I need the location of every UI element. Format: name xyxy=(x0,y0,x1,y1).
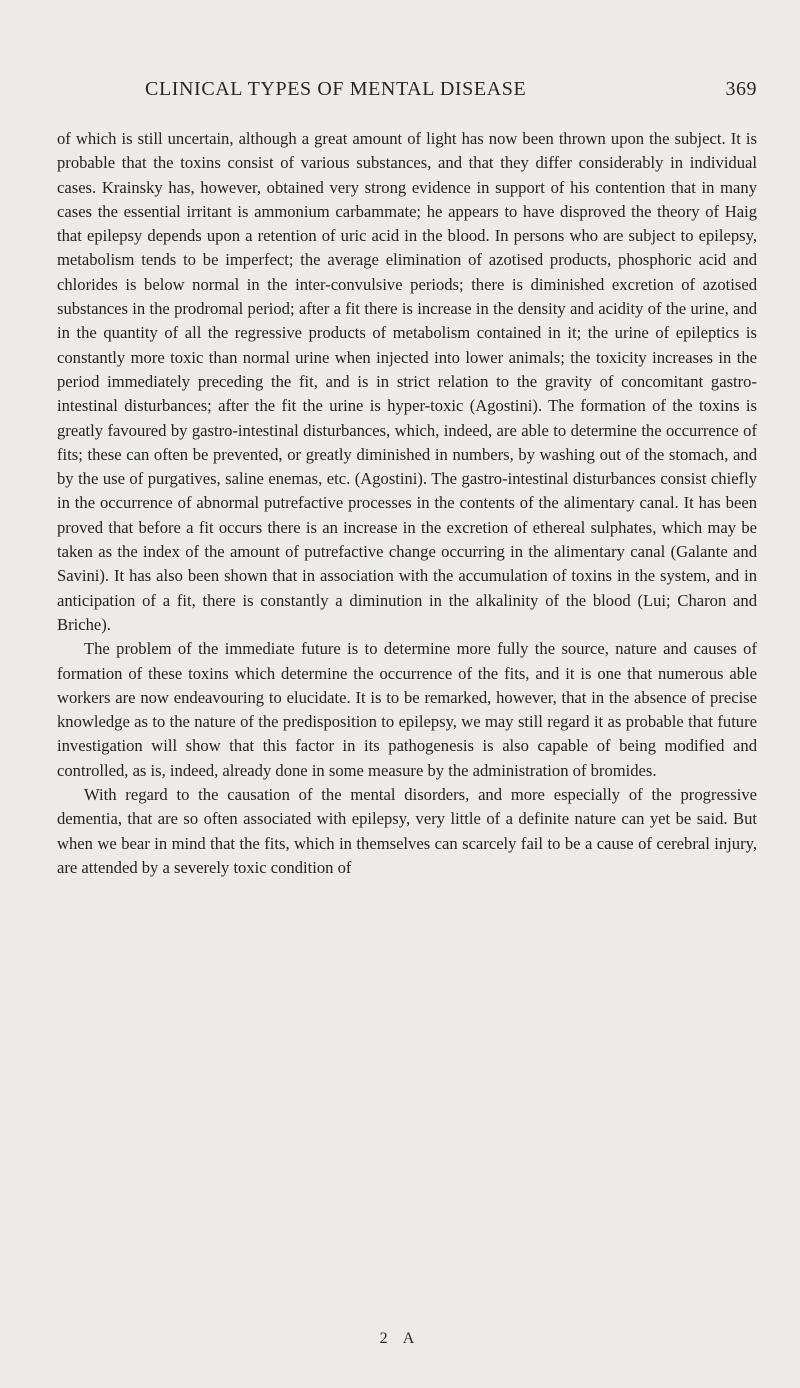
paragraph-continued: of which is still uncertain, although a great amount of light has now been thrown upon the subject. It is probable that the toxins consist of various substances, and that they differ considerably in individual cases. Krainsky has, however, obtained very strong evidence in support of his contention that in many cases the essential irritant is ammonium carbammate; he appears to have disproved the theory of Haig that epilepsy depends upon a retention of uric acid in the blood. In persons who are subject to epilepsy, metabolism tends to be imperfect; the average elimination of azotised products, phosphoric acid and chlorides is below normal in the inter-convulsive periods; there is diminished excretion of azotised substances in the prodromal period; after a fit there is increase in the density and acidity of the urine, and in the quantity of all the regressive products of metabolism contained in it; the urine of epileptics is constantly more toxic than normal urine when injected into lower animals; the toxicity increases in the period immediately preceding the fit, and is in strict relation to the gravity of concomitant gastro-intestinal disturbances; after the fit the urine is hyper-toxic (Agostini). The formation of the toxins is greatly favoured by gastro-intestinal disturbances, which, indeed, are able to determine the occurrence of fits; these can often be prevented, or greatly diminished in numbers, by washing out of the stomach, and by the use of purgatives, saline enemas, etc. (Agostini). The gastro-intestinal disturbances consist chiefly in the occurrence of abnormal putrefactive processes in the contents of the alimentary canal. It has been proved that before a fit occurs there is an increase in the excretion of ethereal sulphates, which may be taken as the index of the amount of putrefactive change occurring in the alimentary canal (Galante and Savini). It has also been shown that in association with the accumulation of toxins in the system, and in anticipation of a fit, there is constantly a diminution in the alkalinity of the blood (Lui; Charon and Briche). xyxy=(57,129,757,634)
body-text xyxy=(57,127,757,880)
running-title: CLINICAL TYPES OF MENTAL DISEASE xyxy=(145,78,527,100)
printer-signature-mark: 2 A xyxy=(379,1330,421,1347)
paragraph-problem-of-future: The problem of the immediate future is to determine more fully the source, nature and causes of formation of these toxins which determine the occurrence of the fits, and it is one that numerous able workers are now endeavouring to elucidate. It is to be remarked, however, that in the absence of precise knowledge as to the nature of the predisposition to epilepsy, we may still regard it as probable that future investigation will show that this factor in its pathogenesis is also capable of being modified and controlled, as is, indeed, already done in some measure by the administration of bromides. xyxy=(57,639,757,780)
running-head xyxy=(57,78,757,108)
page-number: 369 xyxy=(725,78,757,100)
paragraph-mental-disorders: With regard to the causation of the mental disorders, and more especially of the progressive dementia, that are so often associated with epilepsy, very little of a definite nature can yet be said. But when we bear in mind that the fits, which in themselves can scarcely fail to be a cause of cerebral injury, are attended by a severely toxic condition of xyxy=(57,785,757,877)
